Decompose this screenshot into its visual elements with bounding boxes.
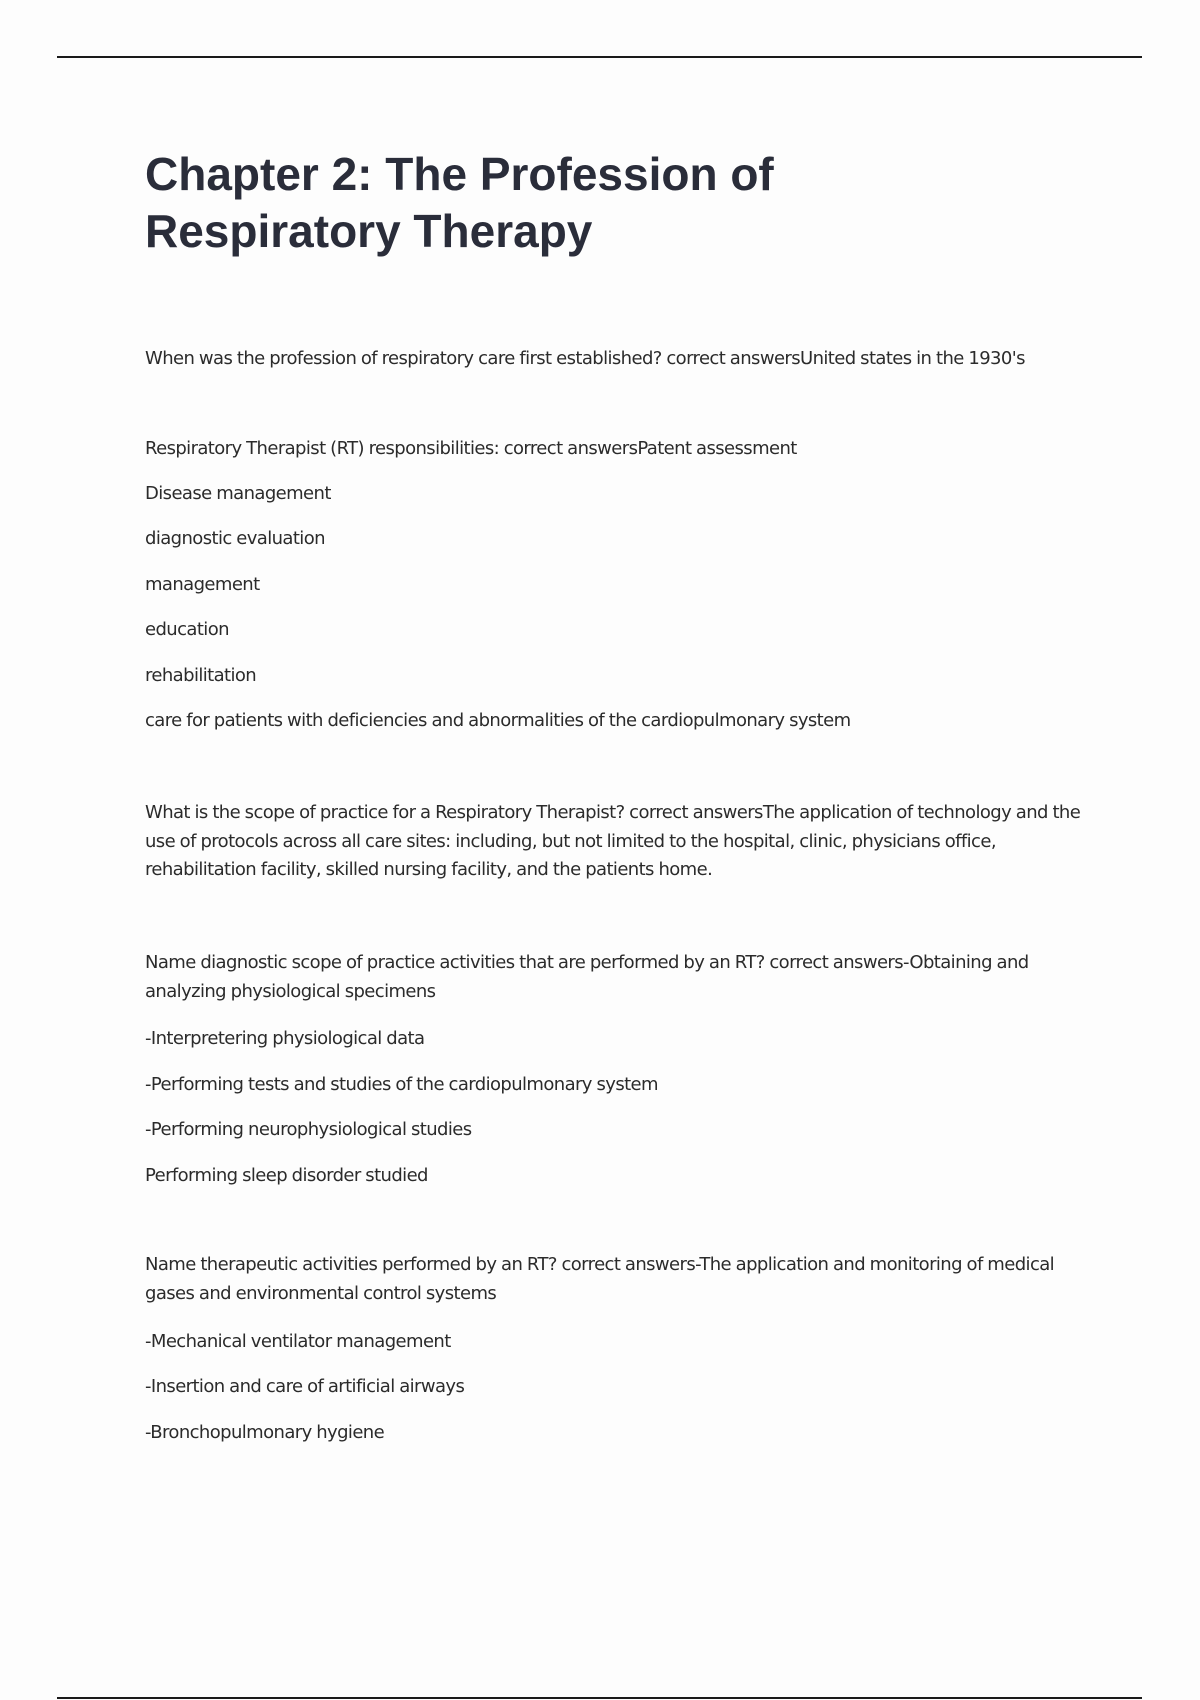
- qa-4-line: -Interpretering physiological data: [145, 1028, 425, 1049]
- page-title: [145, 146, 945, 260]
- qa-2-line: care for patients with deficiencies and abnormalities of the cardiopulmonary system: [145, 710, 851, 731]
- qa-5-line: -Bronchopulmonary hygiene: [145, 1422, 385, 1443]
- qa-3-paragraph: What is the scope of practice for a Respiratory Therapist? correct answersThe application of technology and the use of protocols across all care sites: including, but not limited to the hospital, clinic, physicians office, rehabilitation facility, skilled nursing facility, and the patients home.: [145, 802, 1081, 880]
- qa-2-line: Disease management: [145, 483, 331, 504]
- qa-5-line: -Insertion and care of artificial airways: [145, 1376, 465, 1397]
- title-line-1: Chapter 2: The Profession of: [145, 148, 774, 200]
- qa-2-line: Respiratory Therapist (RT) responsibilities: correct answersPatent assessment: [145, 438, 797, 459]
- qa-5-line: -Mechanical ventilator management: [145, 1331, 451, 1352]
- qa-4-paragraph: Name diagnostic scope of practice activities that are performed by an RT? correct answers-Obtaining and analyzing physiological specimens: [145, 952, 1029, 1002]
- qa-2-line: education: [145, 619, 229, 640]
- qa-1-line: When was the profession of respiratory care first established? correct answersUnited states in the 1930's: [145, 348, 1025, 369]
- qa-4-line: -Performing neurophysiological studies: [145, 1119, 472, 1140]
- qa-5-paragraph: Name therapeutic activities performed by an RT? correct answers-The application and monitoring of medical gases and environmental control systems: [145, 1254, 1055, 1304]
- qa-4-line: Performing sleep disorder studied: [145, 1165, 428, 1186]
- qa-4-line: -Performing tests and studies of the cardiopulmonary system: [145, 1074, 658, 1095]
- qa-2-line: management: [145, 574, 260, 595]
- footer-rule: [57, 1697, 1142, 1699]
- header-rule: [57, 56, 1142, 58]
- qa-2-line: rehabilitation: [145, 665, 257, 686]
- title-line-2: Respiratory Therapy: [145, 205, 593, 257]
- qa-2-line: diagnostic evaluation: [145, 528, 325, 549]
